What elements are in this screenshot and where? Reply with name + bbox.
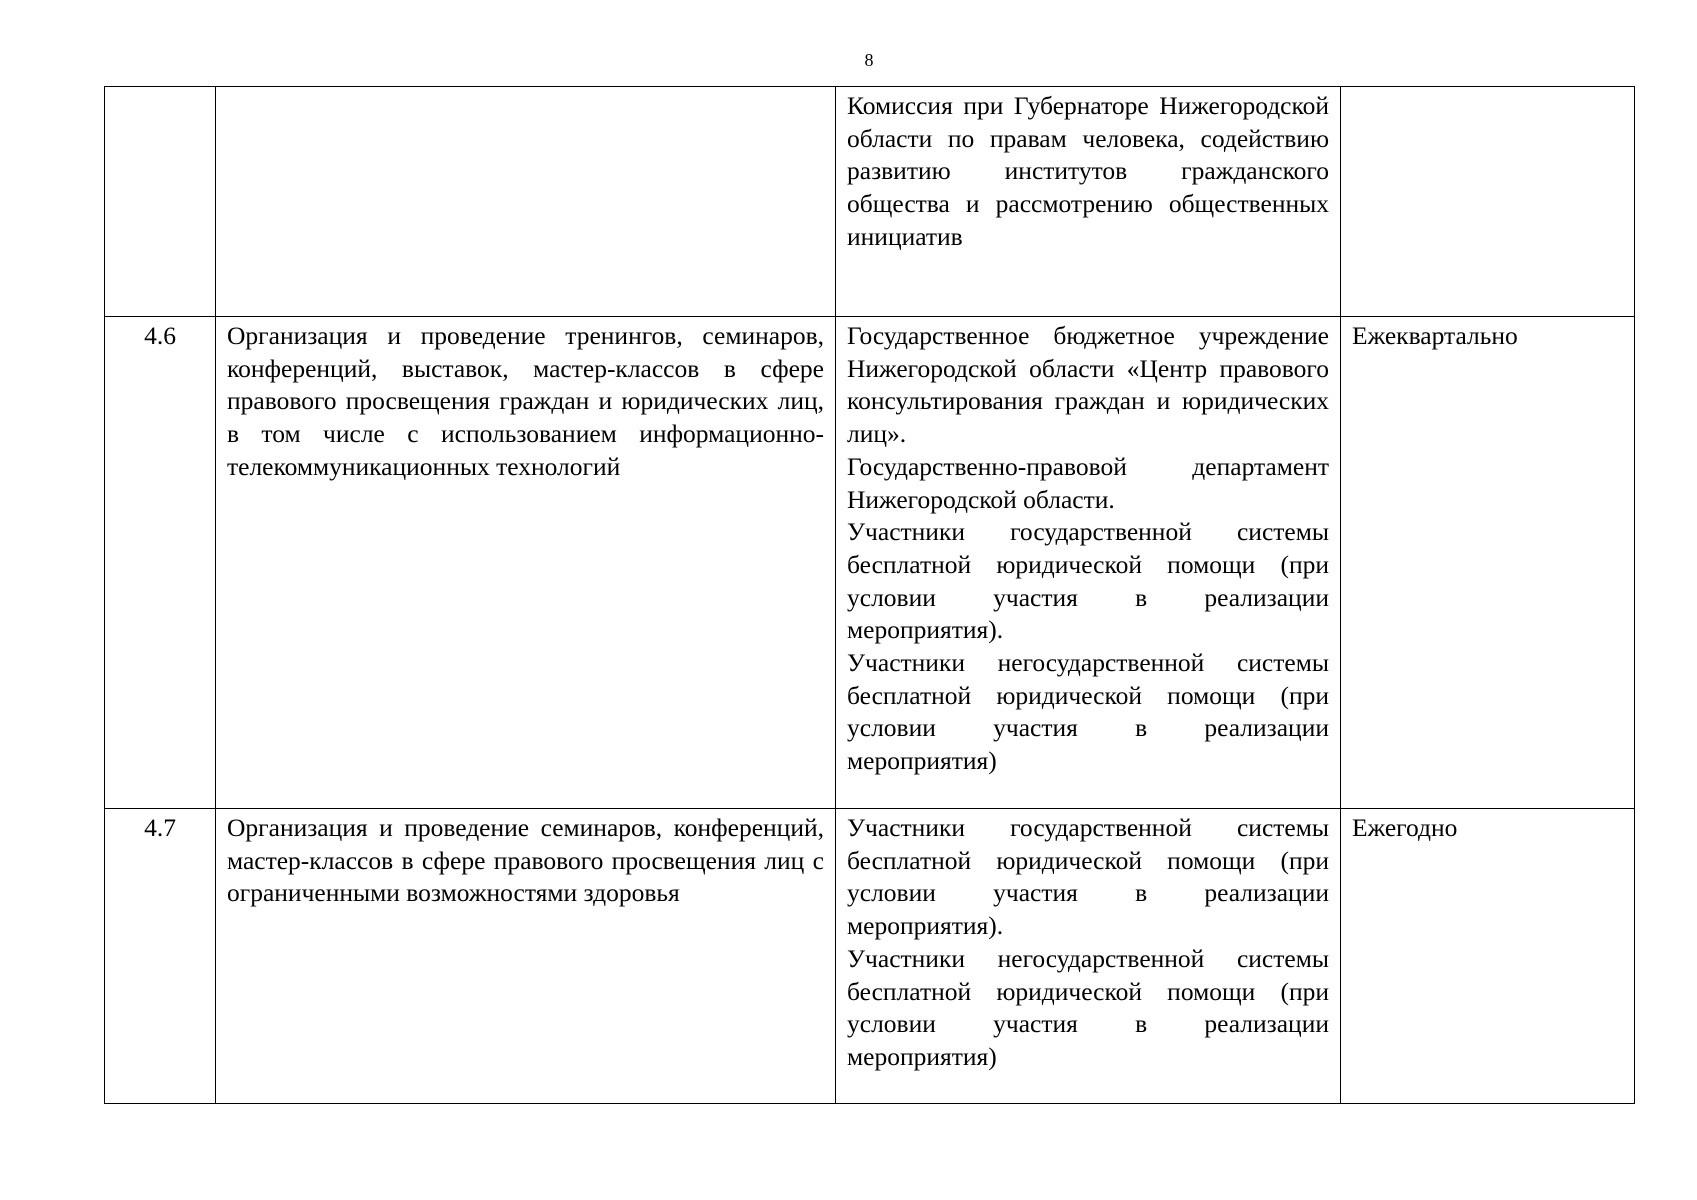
executors-cell bbox=[836, 317, 1341, 809]
executor-entry: Государственное бюджетное учреждение Нижегородской области «Центр правового консультирования граждан и юридических лиц». bbox=[847, 321, 1329, 449]
executor-entry: Комиссия при Губернаторе Нижегородской области по правам человека, содействию развитию институтов гражданского общества и рассмотрению общественных инициатив bbox=[847, 91, 1329, 251]
executor-entry: Участники негосударственной системы бесплатной юридической помощи (при условии участия в реализации мероприятия) bbox=[847, 943, 1329, 1071]
action-plan-table bbox=[104, 86, 1635, 1104]
executor-entry: Участники негосударственной системы бесплатной юридической помощи (при условии участия в реализации мероприятия) bbox=[847, 648, 1329, 776]
period-cell: Ежеквартально bbox=[1341, 317, 1635, 809]
period-cell bbox=[1341, 87, 1635, 317]
executors-cell bbox=[836, 809, 1341, 1104]
table-row bbox=[105, 809, 1635, 1104]
activity-cell bbox=[216, 87, 836, 317]
table-row bbox=[105, 87, 1635, 317]
executor-entry: Государственно-правовой департамент Нижегородской области. bbox=[847, 451, 1329, 514]
page-number: 8 bbox=[864, 50, 874, 70]
item-number-cell bbox=[105, 87, 216, 317]
executors-cell bbox=[836, 87, 1341, 317]
table-row bbox=[105, 317, 1635, 809]
item-number-cell: 4.7 bbox=[105, 809, 216, 1104]
activity-cell: Организация и проведение семинаров, конференций, мастер-классов в сфере правового просвещения лиц с ограниченными возможностями здоровья bbox=[216, 809, 836, 1104]
executor-entry: Участники государственной системы бесплатной юридической помощи (при условии участия в реализации мероприятия). bbox=[847, 517, 1329, 645]
item-number-cell: 4.6 bbox=[105, 317, 216, 809]
period-cell: Ежегодно bbox=[1341, 809, 1635, 1104]
activity-cell: Организация и проведение тренингов, семинаров, конференций, выставок, мастер-классов в сфере правового просвещения граждан и юридических лиц, в том числе с использованием информационно-телекоммуникационных технологий bbox=[216, 317, 836, 809]
executor-entry: Участники государственной системы бесплатной юридической помощи (при условии участия в реализации мероприятия). bbox=[847, 813, 1329, 941]
